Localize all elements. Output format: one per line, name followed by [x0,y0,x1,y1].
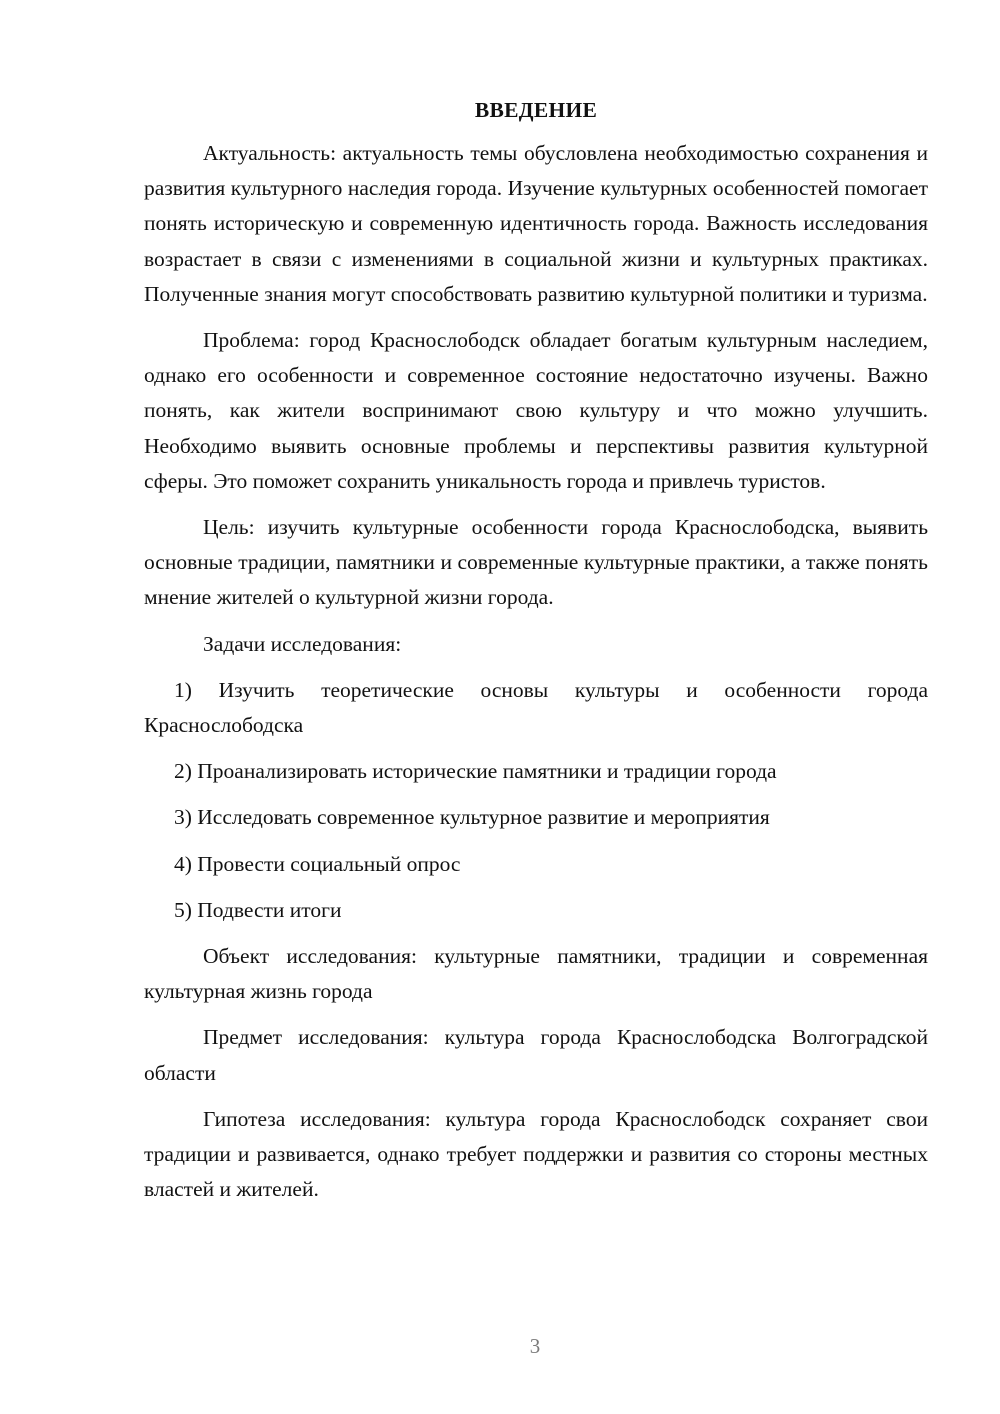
document-page [144,92,928,1218]
paragraph-relevance: Актуальность: актуальность темы обусловлена необходимостью сохранения и развития культурного наследия города. Изучение культурных особенностей помогает понять историческую и современную идентичность города. Важность исследования возрастает в связи с изменениями в социальной жизни и культурных практиках. Полученные знания могут способствовать развитию культурной политики и туризма. [144,141,928,306]
task-item-5: 5) Подвести итоги [174,897,342,922]
task-item-1: 1) Изучить теоретические основы культуры и особенности города Краснослободска [144,677,928,738]
task-item-4: 4) Провести социальный опрос [174,851,461,876]
task-item-2: 2) Проанализировать исторические памятники и традиции города [174,759,777,784]
task-item-3: 3) Исследовать современное культурное развитие и мероприятия [174,805,770,830]
paragraph-problem: Проблема: город Краснослободск обладает богатым культурным наследием, однако его особенности и современное состояние недостаточно изучены. Важно понять, как жители воспринимают свою культуру и что можно улучшить. Необходимо выявить основные проблемы и перспективы развития культурной сферы. Это поможет сохранить уникальность города и привлечь туристов. [144,328,928,493]
page-title: ВВЕДЕНИЕ [474,98,598,122]
page-number: 3 [529,1334,541,1358]
paragraph-hypothesis: Гипотеза исследования: культура города Краснослободск сохраняет свои традиции и развивается, однако требует поддержки и развития со стороны местных властей и жителей. [144,1106,928,1202]
paragraph-object: Объект исследования: культурные памятники, традиции и современная культурная жизнь города [144,944,928,1004]
paragraph-subject: Предмет исследования: культура города Краснослободска Волгоградской области [144,1025,928,1085]
paragraph-goal: Цель: изучить культурные особенности города Краснослободска, выявить основные традиции, памятники и современные культурные практики, а также понять мнение жителей о культурной жизни города. [144,515,928,610]
paragraph-tasks-heading: Задачи исследования: [203,631,402,656]
